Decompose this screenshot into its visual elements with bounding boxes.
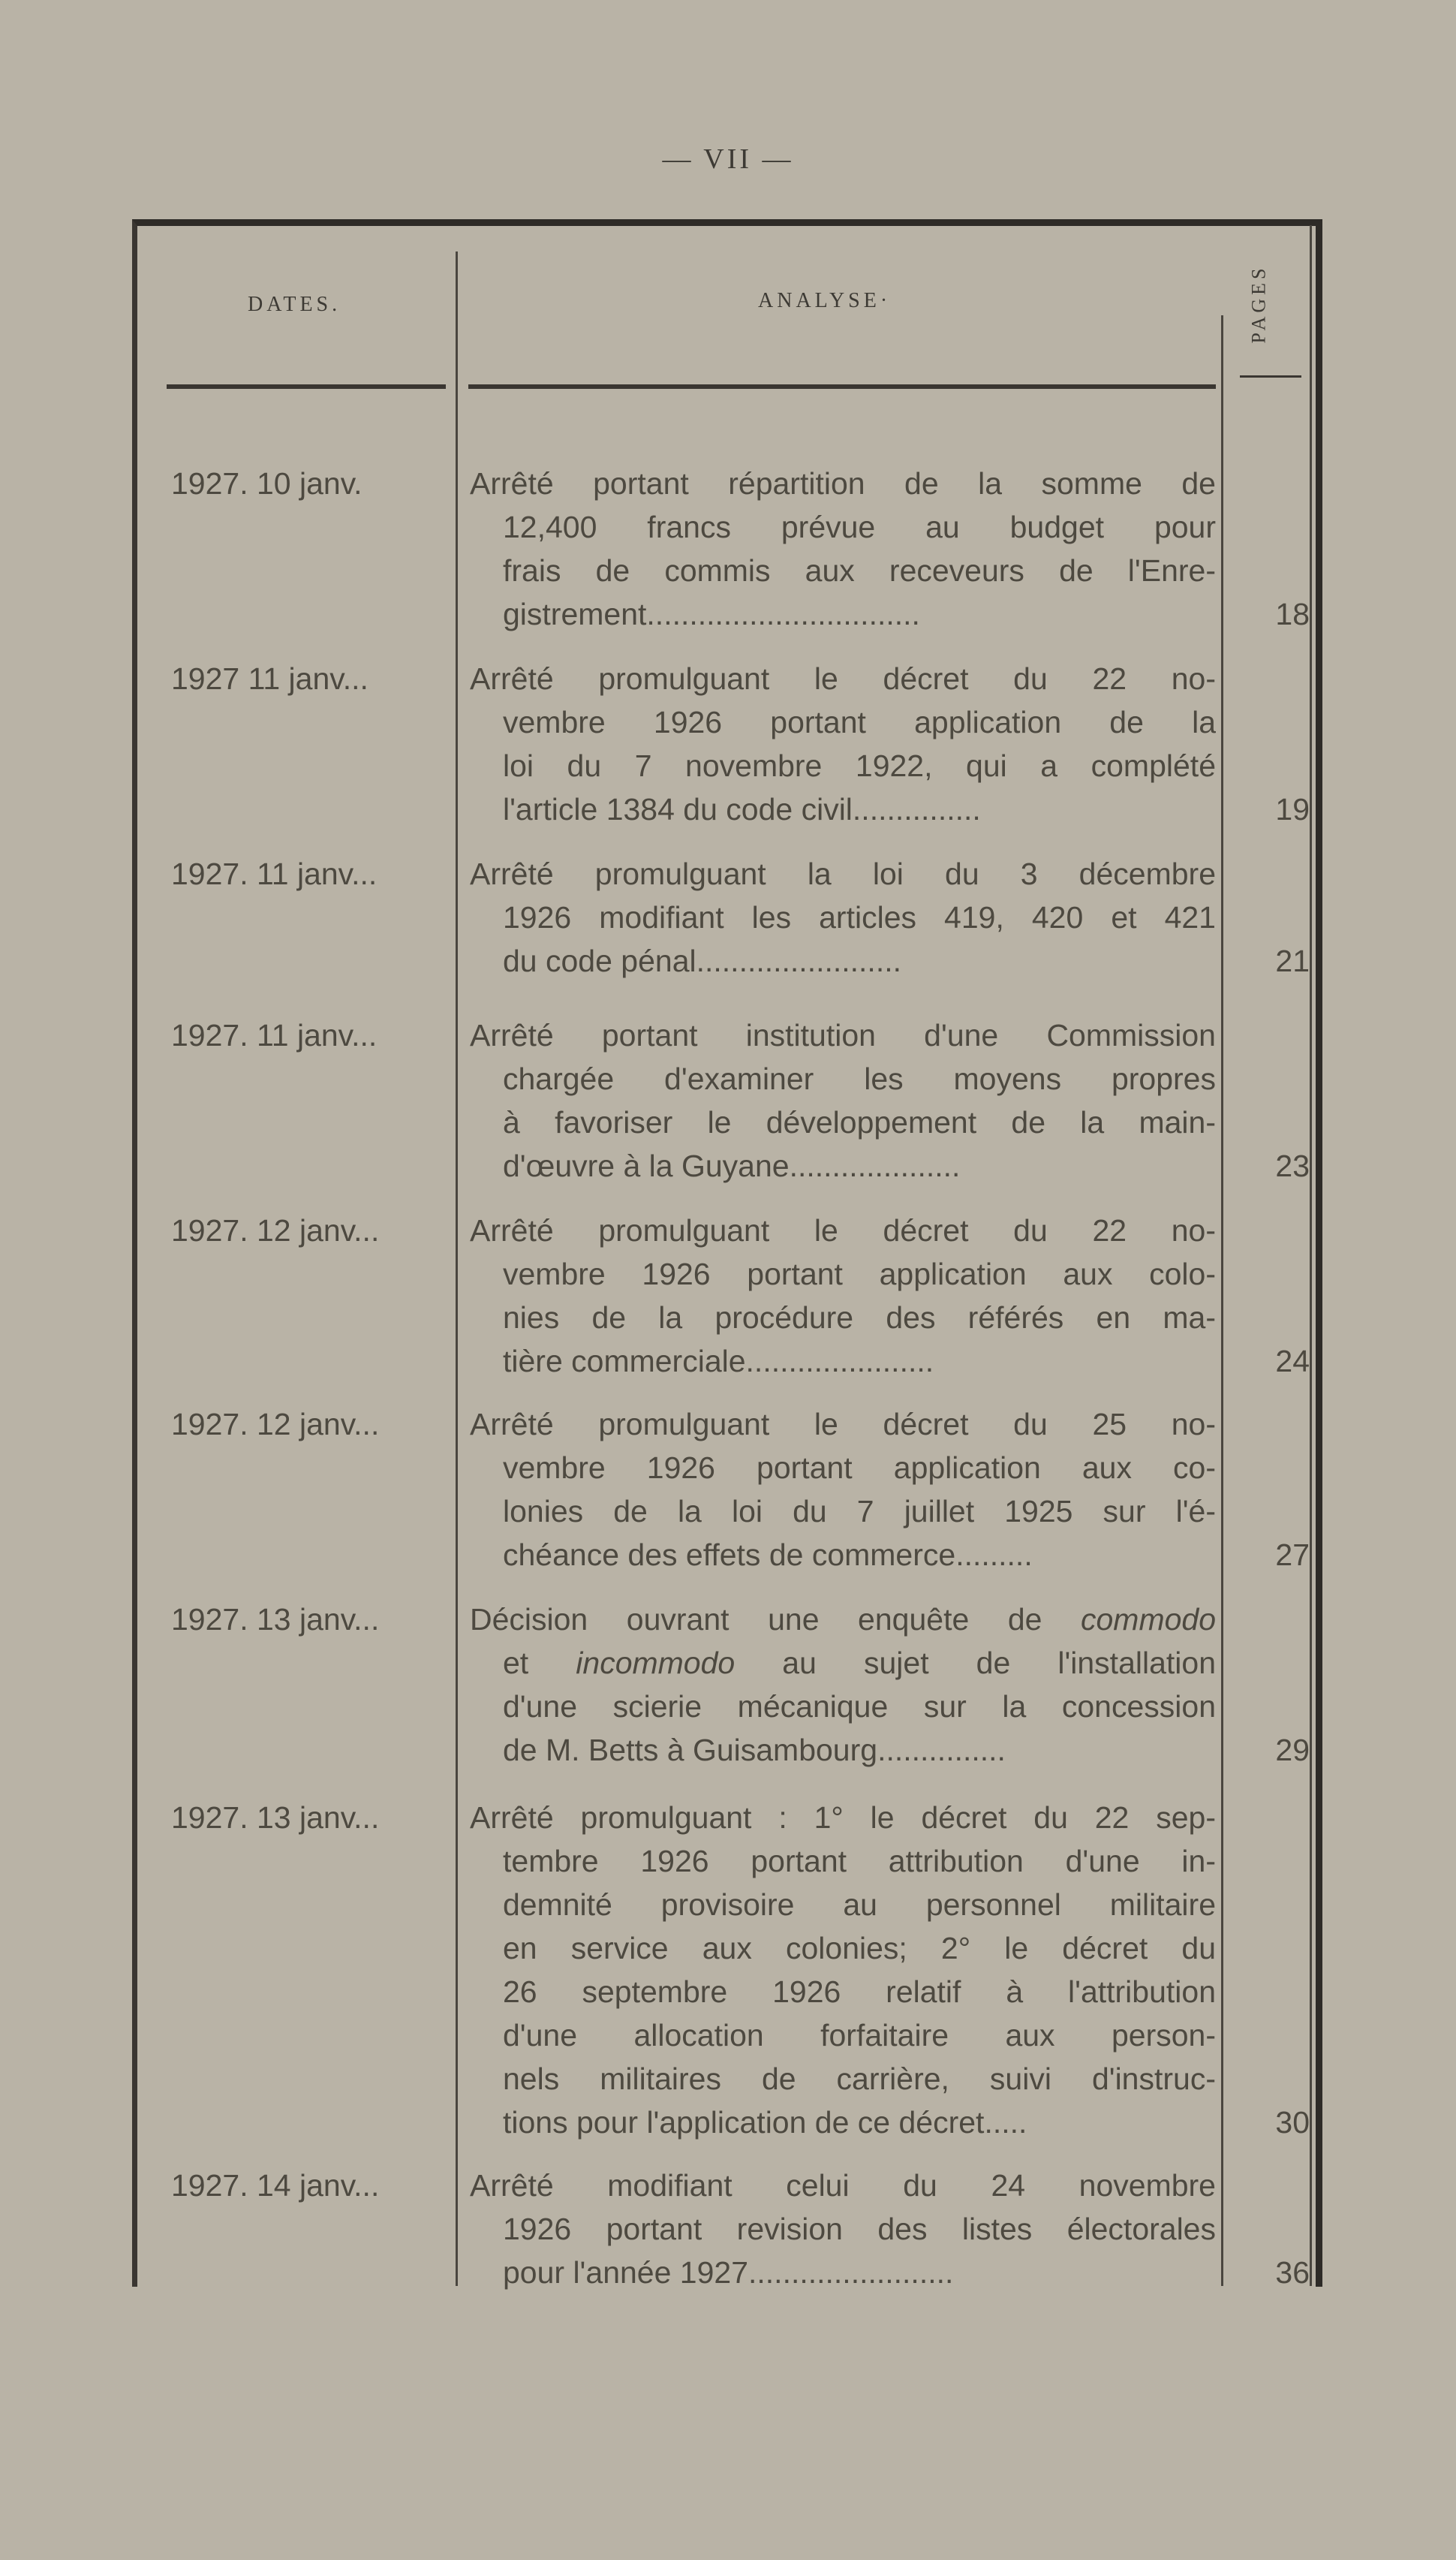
analysis-line: chéance des effets de commerce......... (503, 1538, 1033, 1572)
entry-date: 1927. 11 janv... (171, 1018, 378, 1053)
analysis-line: Arrêté promulguant le décret du 22 no- (470, 661, 1216, 696)
analysis-line: du code pénal........................ (503, 944, 901, 978)
analysis-line: gistrement................................ (503, 597, 920, 631)
entry-date: 1927. 11 janv... (171, 857, 378, 891)
entry-date: 1927 11 janv... (171, 661, 369, 696)
entry-analysis (470, 2164, 1216, 2294)
analysis-line: nies de la procédure des référés en ma- (503, 1300, 1216, 1335)
analysis-line: nels militaires de carrière, suivi d'instruc- (503, 2062, 1216, 2096)
page-number: — VII — (662, 143, 794, 175)
entry-date: 1927. 14 janv... (171, 2168, 380, 2203)
analysis-line: pour l'année 1927........................ (503, 2255, 954, 2290)
analysis-line: 12,400 francs prévue au budget pour (503, 510, 1216, 544)
entry-page-number: 27 (1275, 1538, 1310, 1572)
analysis-line: Arrêté promulguant : 1° le décret du 22 sep- (470, 1800, 1216, 1835)
entry-analysis (470, 1402, 1216, 1577)
analysis-line (470, 1598, 1216, 1641)
entry-date: 1927. 13 janv... (171, 1800, 380, 1835)
analysis-line: vembre 1926 portant application aux co- (503, 1450, 1216, 1485)
entry-date: 1927. 12 janv... (171, 1213, 380, 1248)
column-divider-pages (1310, 225, 1312, 2286)
analysis-text: de M. Betts à Guisambourg............... (503, 1733, 1006, 1767)
entry-analysis (470, 657, 1216, 831)
analysis-line: Arrêté promulguant le décret du 22 no- (470, 1213, 1216, 1248)
analysis-line: vembre 1926 portant application de la (503, 705, 1216, 739)
analysis-line (470, 1641, 1216, 1685)
analysis-line: loi du 7 novembre 1922, qui a complété (503, 748, 1216, 783)
entry-date: 1927. 13 janv... (171, 1602, 380, 1637)
entry-page-number: 18 (1275, 597, 1310, 631)
header-rule-pages (1240, 375, 1301, 378)
analysis-line: Arrêté portant institution d'une Commission (470, 1018, 1216, 1053)
entry-page-number: 36 (1275, 2255, 1310, 2290)
entry-page-number: 29 (1275, 1733, 1310, 1767)
analysis-line: Arrêté modifiant celui du 24 novembre (470, 2168, 1216, 2203)
analysis-text: Décision ouvrant une enquête de (470, 1602, 1081, 1637)
analysis-line: 1926 modifiant les articles 419, 420 et 421 (503, 900, 1216, 935)
analysis-line: en service aux colonies; 2° le décret du (503, 1931, 1216, 1965)
entry-page-number: 21 (1275, 944, 1310, 978)
analysis-line: lonies de la loi du 7 juillet 1925 sur l'é- (503, 1494, 1216, 1528)
entry-page-number: 23 (1275, 1149, 1310, 1183)
analysis-line: tière commerciale...................... (503, 1344, 934, 1378)
header-analyse: ANALYSE· (758, 289, 892, 312)
entry-analysis (470, 1013, 1216, 1188)
analysis-line: frais de commis aux receveurs de l'Enre- (503, 553, 1216, 588)
header-dates: DATES. (248, 293, 341, 316)
entry-page-number: 30 (1275, 2105, 1310, 2140)
analysis-italic-text: incommodo (576, 1646, 736, 1680)
analysis-italic-text: commodo (1080, 1602, 1216, 1637)
analysis-line: Arrêté promulguant le décret du 25 no- (470, 1407, 1216, 1441)
header-rule-analyse (468, 384, 1216, 389)
analysis-line: à favoriser le développement de la main- (503, 1105, 1216, 1140)
analysis-line: tions pour l'application de ce décret..... (503, 2105, 1027, 2140)
entry-analysis (470, 462, 1216, 636)
entry-page-number: 19 (1275, 792, 1310, 827)
entry-date: 1927. 12 janv... (171, 1407, 380, 1441)
entry-analysis (470, 1598, 1216, 1772)
header-pages: PAGES (1247, 264, 1269, 344)
entry-analysis (470, 1209, 1216, 1383)
analysis-line (470, 1685, 1216, 1728)
analysis-line: l'article 1384 du code civil............... (503, 792, 981, 827)
analysis-line: chargée d'examiner les moyens propres (503, 1062, 1216, 1096)
analysis-line: vembre 1926 portant application aux colo- (503, 1257, 1216, 1291)
analysis-line: Arrêté portant répartition de la somme de (470, 466, 1216, 501)
analysis-line: demnité provisoire au personnel militaire (503, 1887, 1216, 1922)
entry-page-number: 24 (1275, 1344, 1310, 1378)
analysis-text: au sujet de l'installation (735, 1646, 1216, 1680)
analysis-line: tembre 1926 portant attribution d'une in- (503, 1844, 1216, 1878)
analysis-line: d'une allocation forfaitaire aux person- (503, 2018, 1216, 2053)
analysis-line: 26 septembre 1926 relatif à l'attribution (503, 1974, 1216, 2009)
entry-analysis (470, 852, 1216, 983)
analysis-line: 1926 portant revision des listes électorales (503, 2212, 1216, 2246)
column-divider-analyse (1221, 315, 1223, 2286)
analysis-line: Arrêté promulguant la loi du 3 décembre (470, 857, 1216, 891)
column-divider-dates (456, 251, 458, 2286)
analysis-line (470, 1728, 1216, 1772)
analysis-line: d'œuvre à la Guyane.................... (503, 1149, 961, 1183)
entry-analysis (470, 1796, 1216, 2144)
header-rule-dates (167, 384, 446, 389)
analysis-text: et (503, 1646, 576, 1680)
analysis-text: d'une scierie mécanique sur la concession (503, 1689, 1216, 1724)
entry-date: 1927. 10 janv. (171, 466, 362, 501)
